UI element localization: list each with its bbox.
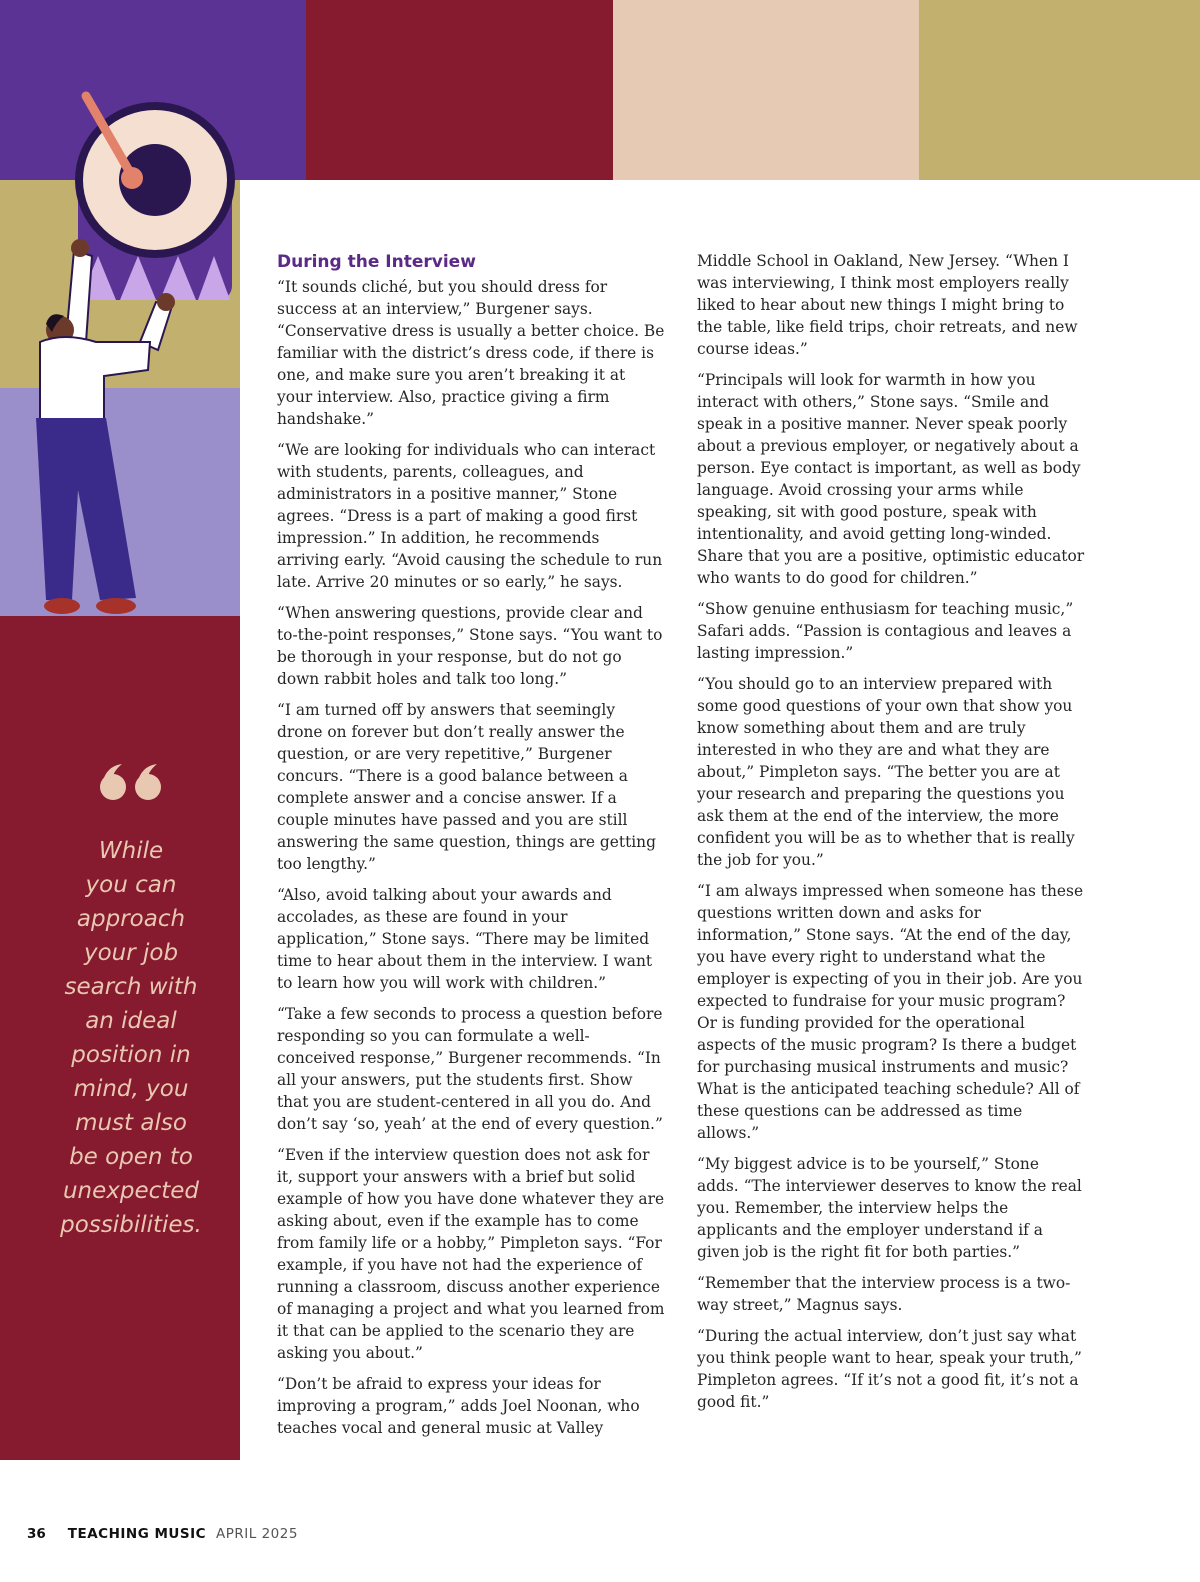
color-block-peach [613, 0, 919, 180]
paragraph: “I am always impressed when someone has these questions written down and asks for information,” Stone says. “At the end of the day, you have every right to understand what the employer is expecting of you in their job. Are you expected to fundraise for your music program? Or is funding provided for the operational aspects of the music program? Is there a budget for purchasing musical instruments and music? What is the anticipated teaching schedule? All of these questions can be addressed as time allows.” [697, 882, 1084, 1142]
magazine-name: TEACHING MUSIC [67, 1526, 207, 1542]
drummer-hand [71, 239, 89, 257]
drummer-torso [40, 337, 150, 420]
paragraph: “It sounds cliché, but you should dress for success at an interview,” Burgener says. “Conservative dress is usually a better choice. Be familiar with the district’s dress code, if there is one, and make sure you aren’t breaking it at your interview. Also, practice giving a firm handshake.” [277, 278, 665, 428]
page-number: 36 [27, 1526, 46, 1542]
paragraph: “Also, avoid talking about your awards and accolades, as these are found in your application,” Stone says. “There may be limited time to hear about them in the interview. I want to learn how you will work with children.” [277, 886, 653, 992]
color-block-maroon [306, 0, 613, 180]
paragraph: “Don’t be afraid to express your ideas for improving a program,” adds Joel Noonan, who teaches vocal and general music at Valley [277, 1375, 640, 1437]
page-footer [27, 1526, 298, 1542]
article-column-2 [697, 250, 1085, 1422]
paragraph: “Show genuine enthusiasm for teaching music,” Safari adds. “Passion is contagious and leaves a lasting impression.” [697, 600, 1074, 662]
paragraph: “When answering questions, provide clear and to-the-point responses,” Stone says. “You want to be thorough in your response, but do not go down rabbit holes and talk too long.” [277, 604, 663, 688]
drummer-shoe [96, 598, 136, 614]
drummer-with-drum-icon [0, 80, 250, 620]
color-block-olive [919, 0, 1200, 180]
pull-quote-text: While you can approach your job search with an ideal position in mind, you must also be open to unexpected possibilities. [60, 838, 202, 1238]
drummer-shoe [44, 598, 80, 614]
issue-date: APRIL 2025 [216, 1526, 298, 1542]
paragraph: “Take a few seconds to process a question before responding so you can formulate a well-conceived response,” Burgener recommends. “In all your answers, put the students first. Show that you are student-centered in all you do. And don’t say ‘so, yeah’ at the end of every question.” [277, 1005, 663, 1133]
paragraph: “You should go to an interview prepared with some good questions of your own that show you know something about them and are truly interested in who they are and what they are about,” Pimpleton says. “The better you are at your research and preparing the questions you ask them at the end of the interview, the more confident you will be as to whether that is really the job for you.” [697, 675, 1075, 869]
paragraph: “Even if the interview question does not ask for it, support your answers with a brief but solid example of how you have done whatever they are asking about, even if the example has to come from family life or a hobby,” Pimpleton says. “For example, if you have not had the experience of running a classroom, discuss another experience of managing a project and what you learned from it that can be applied to the scenario they are asking you about.” [277, 1146, 665, 1362]
article-column-1 [277, 250, 665, 1448]
drummer-legs [36, 418, 136, 600]
section-heading: During the Interview [277, 252, 476, 272]
pull-quote [0, 760, 262, 1242]
drummer-hand [157, 293, 175, 311]
paragraph: “I am turned off by answers that seemingly drone on forever but don’t really answer the question, or are very repetitive,” Burgener concurs. “There is a good balance between a complete answer and a concise answer. If a couple minutes have passed and you are still answering the same question, things are getting too lengthy.” [277, 701, 656, 873]
paragraph: “Principals will look for warmth in how you interact with others,” Stone says. “Smile and speak in a positive manner. Never speak poorly about a previous employer, or negatively about a person. Eye contact is important, as well as body language. Avoid crossing your arms while speaking, sit with good posture, speak with intentionality, and avoid getting long-winded. Share that you are a positive, optimistic educator who wants to do good for children.” [697, 371, 1085, 587]
paragraph: “We are looking for individuals who can interact with students, parents, colleagues, and administrators in a positive manner,” Stone agrees. “Dress is a part of making a good first impression.” In addition, he recommends arriving early. “Avoid causing the schedule to run late. Arrive 20 minutes or so early,” he says. [277, 441, 663, 591]
quote-mark-icon [96, 760, 166, 800]
drumstick-tip [121, 167, 143, 189]
paragraph: “During the actual interview, don’t just say what you think people want to hear, speak your truth,” Pimpleton agrees. “If it’s not a good fit, it’s not a good fit.” [697, 1327, 1082, 1411]
paragraph: “Remember that the interview process is a two-way street,” Magnus says. [697, 1274, 1071, 1314]
paragraph: “My biggest advice is to be yourself,” Stone adds. “The interviewer deserves to know the real you. Remember, the interview helps the applicants and the employer understand if a given job is the right fit for both parties.” [697, 1155, 1082, 1261]
paragraph: Middle School in Oakland, New Jersey. “When I was interviewing, I think most employers really liked to hear about new things I might bring to the table, like field trips, choir retreats, and new course ideas.” [697, 252, 1078, 358]
